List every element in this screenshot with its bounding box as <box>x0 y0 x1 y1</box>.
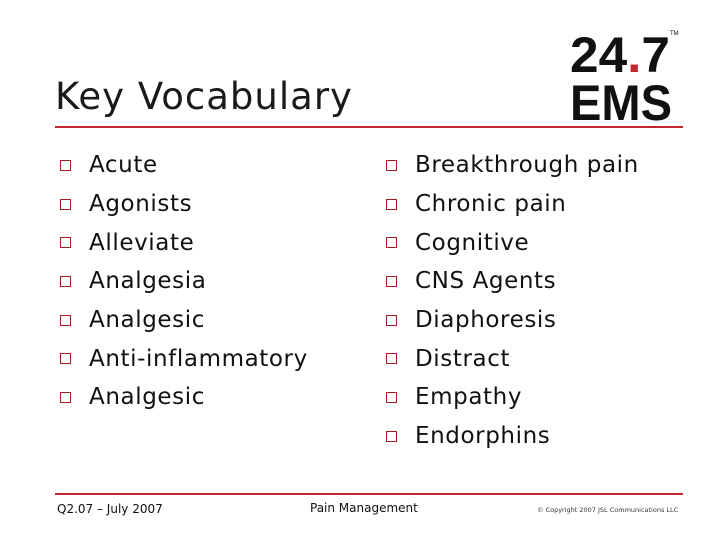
vocabulary-item <box>386 417 639 456</box>
hollow-square-bullet-icon <box>386 199 397 210</box>
vocabulary-term: CNS Agents <box>415 268 557 295</box>
vocabulary-item <box>386 339 639 378</box>
hollow-square-bullet-icon <box>60 353 71 364</box>
logo-top-text: 24.7 <box>570 27 670 83</box>
right-term-list <box>386 146 639 456</box>
vocabulary-term: Analgesic <box>89 384 205 411</box>
hollow-square-bullet-icon <box>386 160 397 171</box>
left-term-list <box>60 146 308 417</box>
vocabulary-item <box>386 378 639 417</box>
footer-copyright: © Copyright 2007 JSL Communications LLC <box>537 506 679 514</box>
title-divider <box>55 126 683 128</box>
hollow-square-bullet-icon <box>60 276 71 287</box>
hollow-square-bullet-icon <box>386 353 397 364</box>
vocabulary-term: Cognitive <box>415 229 530 256</box>
hollow-square-bullet-icon <box>386 276 397 287</box>
vocabulary-term: Chronic pain <box>415 191 567 218</box>
vocabulary-term: Alleviate <box>89 229 195 256</box>
vocabulary-item <box>386 301 639 340</box>
hollow-square-bullet-icon <box>386 237 397 248</box>
vocabulary-item <box>60 185 308 224</box>
vocabulary-term: Endorphins <box>415 423 551 450</box>
slide-title: Key Vocabulary <box>55 75 353 118</box>
logo-247-ems <box>566 26 682 124</box>
vocabulary-term: Acute <box>89 152 158 179</box>
logo-bottom-text: EMS <box>570 75 672 124</box>
vocabulary-item <box>386 262 639 301</box>
hollow-square-bullet-icon <box>60 392 71 403</box>
hollow-square-bullet-icon <box>386 392 397 403</box>
vocabulary-term: Agonists <box>89 191 193 218</box>
vocabulary-term: Analgesic <box>89 307 205 334</box>
vocabulary-item <box>60 301 308 340</box>
vocabulary-term: Diaphoresis <box>415 307 557 334</box>
hollow-square-bullet-icon <box>386 431 397 442</box>
vocabulary-item <box>60 378 308 417</box>
vocabulary-term: Empathy <box>415 384 523 411</box>
vocabulary-item <box>60 223 308 262</box>
vocabulary-term: Anti-inflammatory <box>89 345 308 372</box>
vocabulary-item <box>386 223 639 262</box>
vocabulary-item <box>386 185 639 224</box>
vocabulary-item <box>60 262 308 301</box>
hollow-square-bullet-icon <box>60 199 71 210</box>
hollow-square-bullet-icon <box>60 315 71 326</box>
logo-tm: TM <box>670 31 679 37</box>
hollow-square-bullet-icon <box>60 160 71 171</box>
vocabulary-term: Analgesia <box>89 268 207 295</box>
hollow-square-bullet-icon <box>386 315 397 326</box>
footer-topic: Pain Management <box>310 501 418 515</box>
vocabulary-item <box>60 339 308 378</box>
vocabulary-item <box>60 146 308 185</box>
footer-divider <box>55 493 683 495</box>
hollow-square-bullet-icon <box>60 237 71 248</box>
footer-date: Q2.07 – July 2007 <box>57 502 163 516</box>
vocabulary-term: Distract <box>415 345 511 372</box>
vocabulary-item <box>386 146 639 185</box>
vocabulary-term: Breakthrough pain <box>415 152 639 179</box>
